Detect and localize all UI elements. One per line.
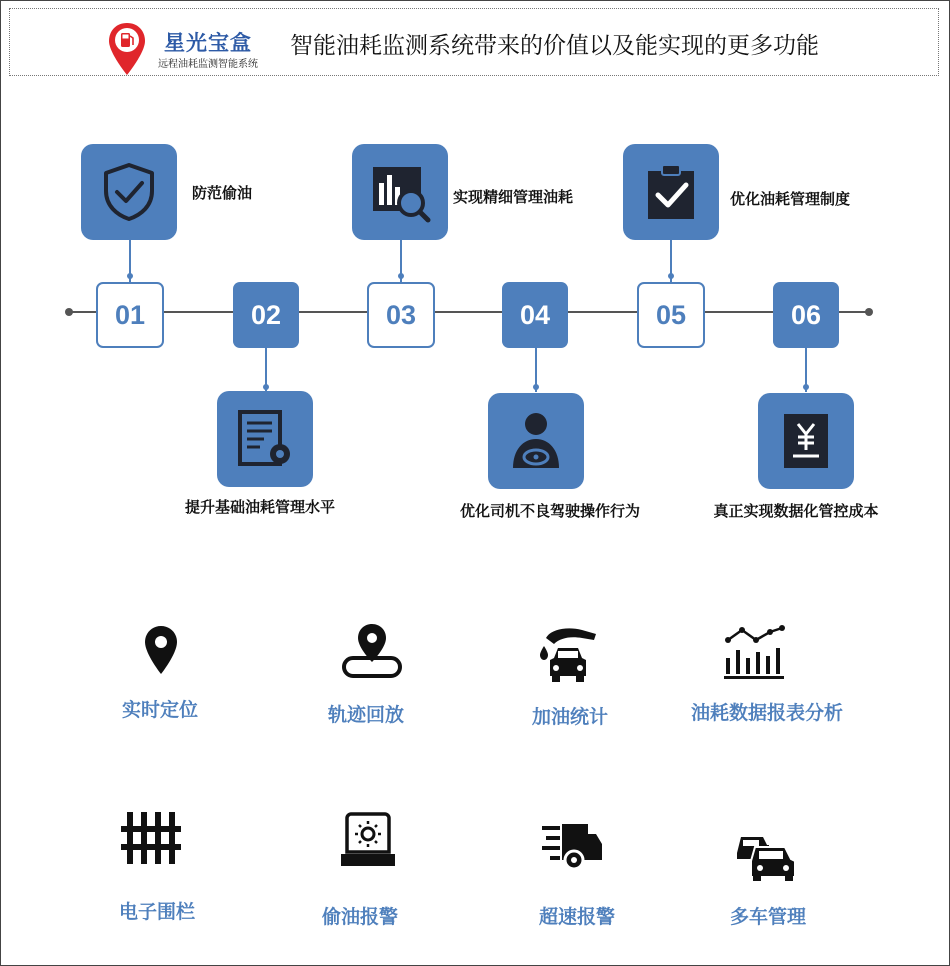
page-title: 智能油耗监测系统带来的价值以及能实现的更多功能 [290,33,819,59]
connector-dot-03 [398,273,404,279]
brand-name: 星光宝盒 [164,31,252,55]
connector-dot-04 [533,384,539,390]
fuel-car-icon [536,624,600,684]
value-label-05: 优化油耗管理制度 [730,190,851,208]
fence-icon [121,810,181,866]
document-settings-icon [234,408,296,470]
value-label-03: 实现精细管理油耗 [453,188,574,206]
feature-label-fuel-report: 油耗数据报表分析 [690,702,844,724]
header-bar [9,8,939,76]
timeline-node-05: 05 [637,282,705,348]
feature-label-speeding-alarm: 超速报警 [538,906,616,928]
timeline-node-04: 04 [502,282,568,348]
timeline-node-03: 03 [367,282,435,348]
alarm-light-icon [339,812,397,868]
bar-line-chart-icon [722,622,788,680]
value-tile-05 [623,144,719,240]
speeding-truck-icon [540,820,604,872]
timeline-node-06: 06 [773,282,839,348]
chart-search-icon [369,161,431,223]
value-tile-06 [758,393,854,489]
shield-check-icon [98,161,160,223]
connector-dot-02 [263,384,269,390]
value-tile-01 [81,144,177,240]
timeline-start-dot [65,308,73,316]
value-tile-02 [217,391,313,487]
value-label-01: 防范偷油 [192,184,253,202]
track-replay-icon [340,622,404,680]
value-tile-03 [352,144,448,240]
feature-label-fuel-theft-alarm: 偷油报警 [321,906,399,928]
timeline-node-01: 01 [96,282,164,348]
clipboard-check-icon [640,161,702,223]
brand-subtitle: 远程油耗监测智能系统 [158,59,258,70]
driver-icon [505,410,567,472]
feature-label-multi-vehicle: 多车管理 [729,906,807,928]
yuan-document-icon [775,410,837,472]
multi-car-icon [733,829,799,881]
connector-dot-06 [803,384,809,390]
logo-pin-icon [107,21,147,77]
value-label-04: 优化司机不良驾驶操作行为 [459,502,641,520]
timeline-end-dot [865,308,873,316]
feature-label-geofence: 电子围栏 [118,901,196,923]
value-label-02: 提升基础油耗管理水平 [184,498,336,516]
feature-label-realtime-location: 实时定位 [121,699,199,721]
feature-label-refuel-stats: 加油统计 [531,706,609,728]
timeline-axis [69,311,869,313]
location-pin-icon [143,624,179,676]
connector-dot-05 [668,273,674,279]
value-label-06: 真正实现数据化管控成本 [713,502,879,520]
feature-label-track-replay: 轨迹回放 [327,704,405,726]
value-tile-04 [488,393,584,489]
connector-dot-01 [127,273,133,279]
timeline-node-02: 02 [233,282,299,348]
